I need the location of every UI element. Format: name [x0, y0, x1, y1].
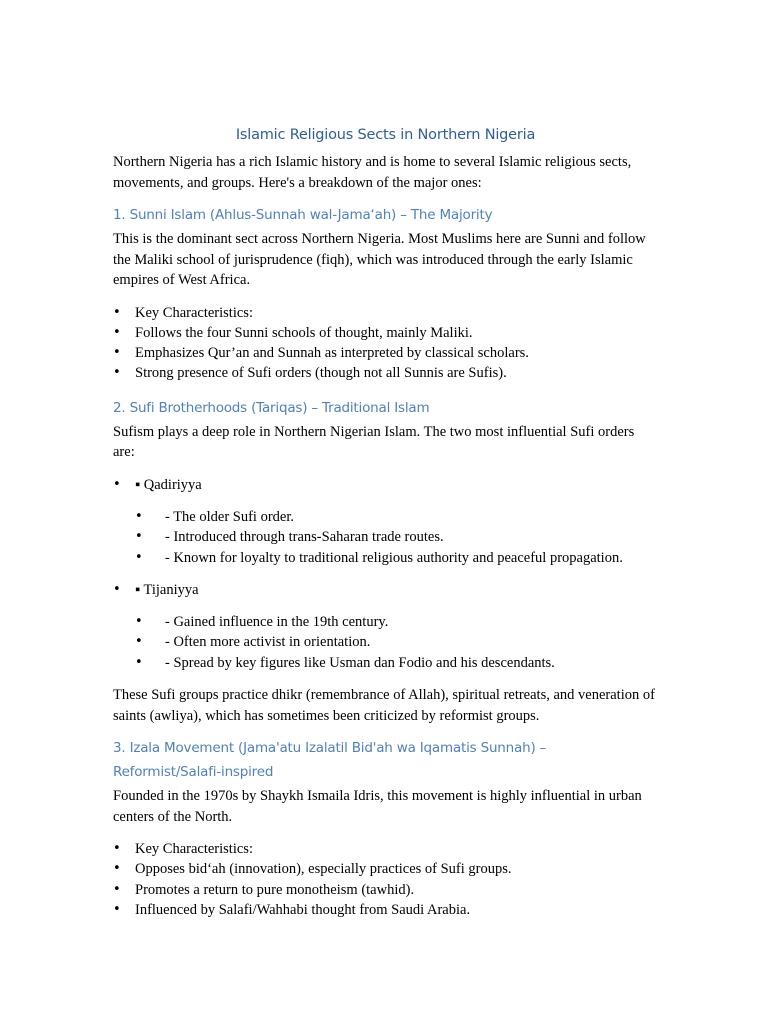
section-2-paragraph: Sufism plays a deep role in Northern Nigerian Islam. The two most influential Sufi orders are:: [113, 423, 635, 461]
list-item: • Influenced by Salafi/Wahhabi thought from Saudi Arabia.: [113, 900, 658, 920]
qadiriyya-sublist: [113, 507, 658, 568]
intro-paragraph: Northern Nigeria has a rich Islamic history and is home to several Islamic religious sects, movements, and groups. Here's a breakdown of the major ones:: [113, 154, 632, 191]
list-item: • Key Characteristics:: [113, 839, 658, 859]
list-item: • Emphasizes Qur’an and Sunnah as interpreted by classical scholars.: [113, 343, 658, 363]
document-title: Islamic Religious Sects in Northern Nigeria: [235, 127, 536, 143]
list-item: • Follows the four Sunni schools of thought, mainly Maliki.: [113, 323, 658, 343]
list-item-tijaniyya: • ▪ Tijaniyya: [113, 580, 658, 600]
section-2-heading: 2. Sufi Brotherhoods (Tariqas) – Traditional Islam: [113, 399, 430, 416]
section-3-list: [113, 839, 658, 920]
section-1-paragraph: This is the dominant sect across Northern Nigeria. Most Muslims here are Sunni and follow the Maliki school of jurisprudence (fiqh), which was introduced through the early Islamic empires of West Africa.: [113, 231, 646, 288]
list-item: • - Gained influence in the 19th century.: [113, 612, 658, 632]
qadiriyya-list: [113, 475, 658, 495]
section-1-heading: 1. Sunni Islam (Ahlus-Sunnah wal-Jama‘ah) – The Majority: [113, 207, 493, 223]
list-item: • - Often more activist in orientation.: [113, 632, 658, 652]
list-item-qadiriyya: • ▪ Qadiriyya: [113, 475, 658, 495]
tijaniyya-sublist: [113, 612, 658, 673]
document-body: [113, 124, 658, 932]
list-item: • Opposes bid‘ah (innovation), especially practices of Sufi groups.: [113, 859, 658, 879]
section-2-closing-paragraph: These Sufi groups practice dhikr (remembrance of Allah), spiritual retreats, and veneration of saints (awliya), which has sometimes been criticized by reformist groups.: [113, 687, 655, 724]
list-item: • Promotes a return to pure monotheism (tawhid).: [113, 880, 658, 900]
list-item: • Strong presence of Sufi orders (though not all Sunnis are Sufis).: [113, 363, 658, 383]
list-item: • - Spread by key figures like Usman dan Fodio and his descendants.: [113, 653, 658, 673]
list-item: • Key Characteristics:: [113, 303, 658, 323]
section-1-list: [113, 303, 658, 384]
section-3-heading: 3. Izala Movement (Jama'atu Izalatil Bid'ah wa Iqamatis Sunnah) – Reformist/Salafi-inspired: [113, 740, 547, 781]
section-3-paragraph: Founded in the 1970s by Shaykh Ismaila Idris, this movement is highly influential in urban centers of the North.: [113, 788, 642, 825]
list-item: • - Known for loyalty to traditional religious authority and peaceful propagation.: [113, 548, 658, 568]
tijaniyya-list: [113, 580, 658, 600]
list-item: • - The older Sufi order.: [113, 507, 658, 527]
list-item: • - Introduced through trans-Saharan trade routes.: [113, 527, 658, 547]
